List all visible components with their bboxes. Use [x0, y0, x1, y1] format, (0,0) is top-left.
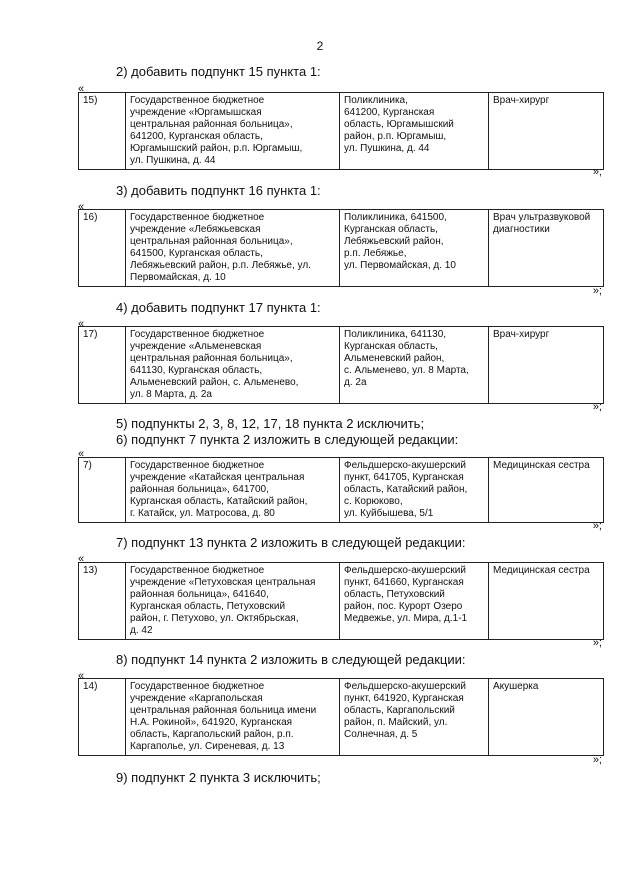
table-entry-15: [78, 92, 604, 170]
heading-item-5: 5) подпункты 2, 3, 8, 12, 17, 18 пункта 2 исключить;: [116, 416, 425, 431]
heading-item-9: 9) подпункт 2 пункта 3 исключить;: [116, 770, 321, 785]
heading-item-7: 7) подпункт 13 пункта 2 изложить в следующей редакции:: [116, 535, 466, 550]
cell-number: 13): [79, 563, 126, 640]
heading-item-8: 8) подпункт 14 пункта 2 изложить в следующей редакции:: [116, 652, 466, 667]
cell-position: Врач ультразвуковой диагностики: [489, 210, 604, 287]
opening-quote: «: [78, 83, 85, 95]
cell-position: Медицинская сестра: [489, 563, 604, 640]
cell-number: 14): [79, 679, 126, 756]
opening-quote: «: [78, 553, 85, 565]
closing-quote: »;: [592, 520, 602, 532]
table-row: [79, 210, 604, 287]
cell-position: Врач-хирург: [489, 93, 604, 170]
table-entry-13: [78, 562, 604, 640]
cell-institution: Государственное бюджетное учреждение «Альменевская центральная районная больница», 641130, Курганская область, Альменевский район, с. Альменево, ул. 8 Марта, д. 2а: [126, 327, 340, 404]
cell-address: Поликлиника, 641200, Курганская область, Юргамышский район, р.п. Юргамыш, ул. Пушкина, д. 44: [340, 93, 489, 170]
table-entry-17: [78, 326, 604, 404]
cell-institution: Государственное бюджетное учреждение «Юргамышская центральная районная больница», 641200, Курганская область, Юргамышский район, р.п. Юргамыш, ул. Пушкина, д. 44: [126, 93, 340, 170]
heading-item-4: 4) добавить подпункт 17 пункта 1:: [116, 300, 321, 315]
table-row: [79, 458, 604, 523]
opening-quote: «: [78, 670, 85, 682]
cell-number: 16): [79, 210, 126, 287]
heading-item-6: 6) подпункт 7 пункта 2 изложить в следующей редакции:: [116, 432, 459, 447]
table-entry-16: [78, 209, 604, 287]
cell-address: Фельдшерско-акушерский пункт, 641660, Курганская область, Петуховский район, пос. Курорт Озеро Медвежье, ул. Мира, д.1-1: [340, 563, 489, 640]
table-entry-14: [78, 678, 604, 756]
cell-position: Акушерка: [489, 679, 604, 756]
opening-quote: «: [78, 448, 85, 460]
closing-quote: »;: [592, 754, 602, 766]
heading-item-3: 3) добавить подпункт 16 пункта 1:: [116, 183, 321, 198]
table-row: [79, 563, 604, 640]
cell-number: 15): [79, 93, 126, 170]
table-entry-7: [78, 457, 604, 523]
cell-institution: Государственное бюджетное учреждение «Каргапольская центральная районная больница имени Н.А. Рокиной», 641920, Курганская область, Каргапольский район, р.п. Каргаполье, ул. Сиреневая, д. 13: [126, 679, 340, 756]
cell-institution: Государственное бюджетное учреждение «Катайская центральная районная больница», 641700, Курганская область, Катайский район, г. Катайск, ул. Матросова, д. 80: [126, 458, 340, 523]
closing-quote: »;: [592, 637, 602, 649]
cell-address: Поликлиника, 641130, Курганская область, Альменевский район, с. Альменево, ул. 8 Марта, д. 2а: [340, 327, 489, 404]
cell-position: Медицинская сестра: [489, 458, 604, 523]
cell-number: 7): [79, 458, 126, 523]
table-row: [79, 679, 604, 756]
cell-institution: Государственное бюджетное учреждение «Лебяжьевская центральная районная больница», 641500, Курганская область, Лебяжьевский район, р.п. Лебяжье, ул. Первомайская, д. 10: [126, 210, 340, 287]
table-row: [79, 327, 604, 404]
closing-quote: »;: [592, 401, 602, 413]
closing-quote: »;: [592, 166, 602, 178]
table-row: [79, 93, 604, 170]
cell-institution: Государственное бюджетное учреждение «Петуховская центральная районная больница», 641640, Курганская область, Петуховский район, г. Петухово, ул. Октябрьская, д. 42: [126, 563, 340, 640]
opening-quote: «: [78, 201, 85, 213]
cell-address: Фельдшерско-акушерский пункт, 641705, Курганская область, Катайский район, с. Корюково, ул. Куйбышева, 5/1: [340, 458, 489, 523]
cell-address: Фельдшерско-акушерский пункт, 641920, Курганская область, Каргапольский район, п. Майский, ул. Солнечная, д. 5: [340, 679, 489, 756]
cell-number: 17): [79, 327, 126, 404]
opening-quote: «: [78, 318, 85, 330]
page-number: 2: [316, 39, 324, 53]
cell-address: Поликлиника, 641500, Курганская область, Лебяжьевский район, р.п. Лебяжье, ул. Первомайская, д. 10: [340, 210, 489, 287]
heading-item-2: 2) добавить подпункт 15 пункта 1:: [116, 64, 321, 79]
closing-quote: »;: [592, 285, 602, 297]
cell-position: Врач-хирург: [489, 327, 604, 404]
